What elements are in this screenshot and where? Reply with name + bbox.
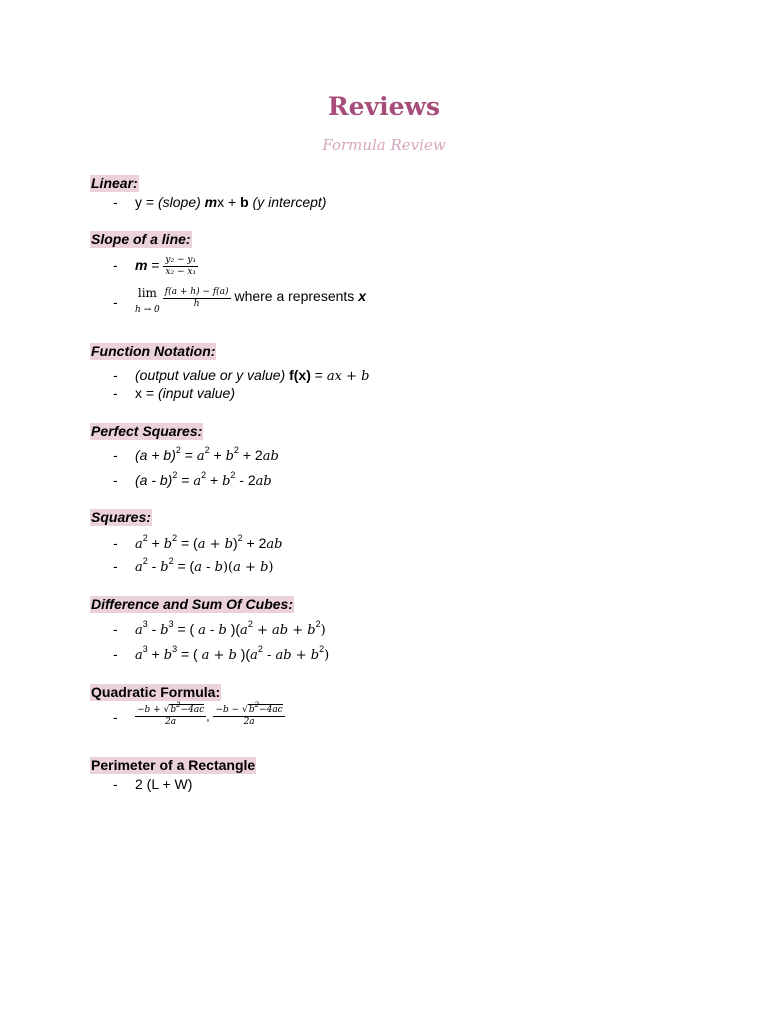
math: b — [225, 449, 234, 464]
math: ) — [268, 560, 274, 575]
text: = — [180, 447, 197, 463]
page-title: Reviews — [327, 92, 441, 121]
math: a — [193, 474, 202, 489]
heading-function-notation: Function Notation: — [91, 343, 216, 359]
math: + — [291, 648, 311, 663]
list-dash: - — [113, 646, 118, 662]
text: 2 (L + W) — [135, 776, 193, 792]
math: a — [233, 560, 241, 575]
fraction-denominator: 2a — [243, 717, 255, 727]
text: = ( — [173, 558, 195, 574]
slope-fraction — [163, 255, 198, 278]
text: , — [206, 709, 210, 724]
text: b — [248, 705, 255, 715]
math: b — [222, 474, 231, 489]
text: + — [147, 535, 164, 551]
list-item-perimeter-1 — [113, 775, 192, 793]
text: x + — [217, 194, 241, 210]
sqrt-icon: √ — [242, 705, 248, 715]
math: ab — [275, 648, 292, 663]
text: ) — [232, 535, 238, 551]
list-dash: - — [113, 776, 118, 792]
exponent: 3 — [142, 644, 148, 654]
list-item-perfect-2 — [113, 471, 272, 491]
exponent: 3 — [142, 619, 148, 629]
text: = — [177, 472, 194, 488]
list-dash: - — [113, 294, 118, 310]
fraction-denominator: 2a — [165, 717, 177, 727]
list-item-slope-1 — [113, 255, 198, 278]
fraction-numerator: y₂ − y₁ — [165, 255, 197, 265]
page-subtitle: Formula Review — [322, 136, 446, 154]
heading-linear: Linear: — [91, 175, 138, 191]
fraction-denominator: h — [193, 299, 200, 309]
math: b — [310, 648, 320, 663]
text: )( — [226, 621, 241, 637]
text: b — [170, 705, 177, 715]
math: b — [163, 648, 173, 663]
text: + — [206, 472, 223, 488]
list-item-slope-2 — [113, 287, 366, 317]
math: a — [240, 623, 248, 638]
exponent: 2 — [237, 533, 243, 543]
quadratic-fraction-minus — [213, 701, 284, 728]
radicand — [169, 701, 205, 715]
exponent: 3 — [168, 619, 174, 629]
math: - — [262, 648, 276, 663]
list-item-squares-2 — [113, 557, 273, 577]
list-item-linear-1 — [113, 193, 326, 211]
radicand — [248, 701, 283, 715]
exponent: 2 — [230, 470, 236, 480]
math: ax + b — [326, 369, 370, 384]
text: = ( — [177, 535, 198, 551]
exponent: 2 — [172, 533, 178, 543]
fraction-numerator — [213, 701, 284, 717]
exponent: 2 — [319, 644, 325, 654]
math: b — [307, 623, 316, 638]
math: ) — [324, 648, 330, 663]
text: = ( — [173, 621, 199, 637]
math: + — [240, 560, 261, 575]
list-item-quadratic-1 — [113, 701, 285, 728]
exponent: 2 — [176, 701, 181, 709]
list-dash: - — [113, 621, 118, 637]
text: −b − — [215, 705, 243, 715]
text: −b + — [137, 705, 164, 715]
text: (y intercept) — [248, 194, 327, 210]
derivative-fraction — [163, 287, 231, 310]
list-dash: - — [113, 194, 118, 210]
list-dash: - — [113, 257, 118, 274]
list-item-function-2 — [113, 384, 235, 402]
limit-subscript: h → 0 — [135, 305, 160, 315]
heading-slope: Slope of a line: — [91, 231, 191, 247]
sqrt-icon: √ — [163, 705, 170, 715]
text: = ( — [177, 646, 202, 662]
exponent: 2 — [142, 556, 148, 566]
limit-label: lim — [137, 286, 157, 300]
math: a + b — [201, 648, 237, 663]
math: a - b — [198, 623, 227, 638]
fraction-numerator: f(a + h) − f(a) — [164, 287, 229, 297]
text: b — [240, 194, 249, 210]
heading-quadratic: Quadratic Formula: — [91, 684, 221, 700]
math: b — [214, 560, 223, 575]
list-item-squares-1 — [113, 534, 282, 554]
math: + — [252, 623, 272, 638]
list-item-perfect-1 — [113, 446, 279, 466]
text: - — [147, 621, 161, 637]
text: f(x) — [289, 367, 311, 383]
math: a — [135, 537, 143, 552]
text: + 2 — [238, 447, 263, 463]
math: b — [160, 623, 169, 638]
list-dash: - — [113, 558, 118, 574]
math: a — [135, 648, 143, 663]
exponent: 2 — [247, 619, 253, 629]
text: y = — [135, 194, 158, 210]
exponent: 2 — [201, 470, 207, 480]
exponent: 3 — [172, 644, 178, 654]
exponent: 2 — [257, 644, 263, 654]
math: ab — [272, 623, 289, 638]
text: (slope) — [157, 194, 205, 210]
math: + — [288, 623, 308, 638]
fraction-denominator: x₂ − x₁ — [165, 267, 197, 277]
math: a + b — [197, 537, 233, 552]
text: (a - b) — [135, 472, 173, 488]
list-item-cubes-2 — [113, 645, 329, 665]
text: x = — [135, 385, 158, 401]
list-item-cubes-1 — [113, 620, 326, 640]
list-dash: - — [113, 385, 118, 401]
text: x — [358, 288, 366, 304]
math: ab — [262, 449, 279, 464]
math: b — [260, 560, 269, 575]
text: −4ac — [180, 705, 205, 715]
text: (a + b) — [135, 447, 176, 463]
heading-cubes: Difference and Sum Of Cubes: — [91, 596, 294, 612]
math: - — [201, 560, 215, 575]
math: ) — [320, 623, 326, 638]
math: a — [194, 560, 202, 575]
exponent: 2 — [175, 445, 181, 455]
math: a — [135, 560, 143, 575]
exponent: 2 — [168, 556, 174, 566]
list-dash: - — [113, 472, 118, 488]
limit — [135, 287, 160, 317]
text: −4ac — [259, 705, 283, 715]
heading-perfect-squares: Perfect Squares: — [91, 423, 203, 439]
math: b — [163, 537, 173, 552]
text: - — [147, 558, 161, 574]
math: a — [135, 623, 143, 638]
math: )( — [222, 560, 234, 575]
text: + — [209, 447, 226, 463]
quadratic-fraction-plus — [135, 701, 206, 728]
exponent: 2 — [315, 619, 321, 629]
math: a — [196, 449, 205, 464]
fraction-numerator — [135, 701, 206, 717]
list-dash: - — [113, 367, 118, 383]
exponent: 2 — [204, 445, 210, 455]
list-dash: - — [113, 447, 118, 463]
text: = — [147, 257, 164, 274]
text: m — [135, 257, 148, 274]
list-item-function-1 — [113, 366, 369, 386]
text: = — [310, 367, 327, 383]
text: where a represents — [230, 288, 359, 304]
text: (output value or y value) — [135, 367, 290, 383]
exponent: 2 — [233, 445, 239, 455]
exponent: 2 — [254, 701, 260, 709]
heading-squares: Squares: — [91, 509, 151, 525]
math: ab — [266, 537, 283, 552]
list-dash: - — [113, 708, 118, 725]
text: + — [147, 646, 164, 662]
math: a — [250, 648, 258, 663]
text: m — [204, 194, 218, 210]
heading-perimeter: Perimeter of a Rectangle — [91, 757, 256, 773]
math: b — [160, 560, 169, 575]
exponent: 2 — [172, 470, 178, 480]
text: - 2 — [235, 472, 256, 488]
math: ab — [255, 474, 272, 489]
list-dash: - — [113, 535, 118, 551]
exponent: 2 — [142, 533, 148, 543]
text: + 2 — [242, 535, 267, 551]
text: )( — [236, 646, 251, 662]
text: (input value) — [157, 385, 236, 401]
